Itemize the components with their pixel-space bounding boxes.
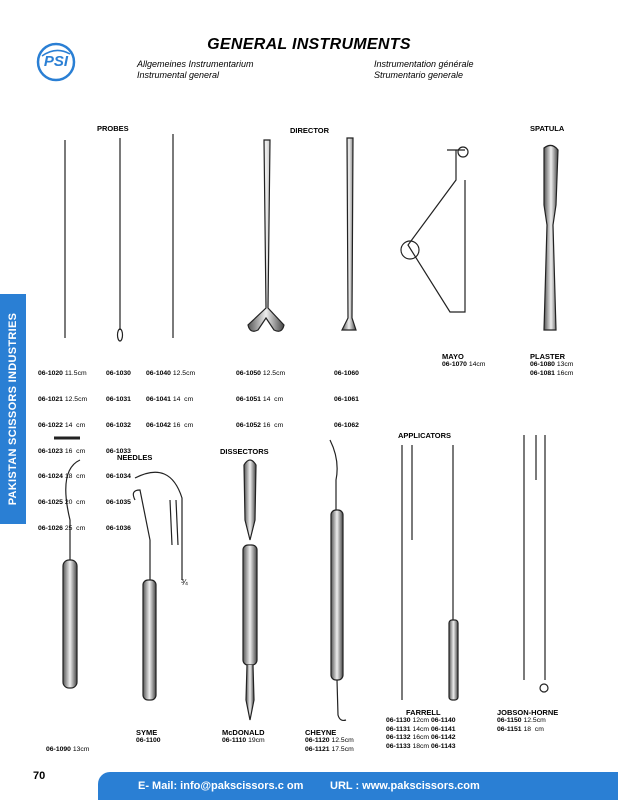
page-title: GENERAL INSTRUMENTS <box>207 36 411 53</box>
catalog-line: 06-1081 16cm <box>530 369 574 377</box>
catalog-line: 06-1023 16 cm <box>38 447 86 455</box>
catalog-line: 06-1151 18 cm <box>497 725 544 733</box>
needle-fraction: ¾ <box>181 578 188 587</box>
catalog-hook <box>46 729 89 763</box>
catalog-line: 06-1070 14cm <box>442 361 486 368</box>
heading-director: DIRECTOR <box>290 126 330 135</box>
catalog-line: 06-1020 11.5cm <box>38 370 87 378</box>
catalog-code: 06-1030 <box>106 370 131 378</box>
catalog-line: 06-1131 14cm 06-1141 <box>386 725 456 733</box>
catalog-director-b <box>334 353 359 439</box>
catalog-line: 06-1110 19cm <box>222 737 265 744</box>
catalog-code: 06-1033 <box>106 447 131 455</box>
catalog-code: 06-1031 <box>106 395 131 403</box>
catalog-line: 06-1022 14 cm <box>38 421 86 429</box>
instrument-name: MAYO <box>442 352 464 361</box>
catalog-probes-a <box>38 353 87 542</box>
catalog-line: 06-1021 12.5cm <box>38 395 88 403</box>
catalog-line: 06-1025 20 cm <box>38 499 86 507</box>
subtitle-es: Instrumental general <box>137 70 220 80</box>
heading-applicators: APPLICATORS <box>398 431 452 440</box>
catalog-jobson-horne <box>497 708 558 734</box>
heading-dissectors: DISSECTORS <box>220 447 269 456</box>
catalog-line: 06-1042 16 cm <box>146 421 194 429</box>
catalog-probes-c <box>146 353 195 439</box>
instrument-name: PLASTER <box>530 352 566 361</box>
catalog-code: 06-1032 <box>106 421 131 429</box>
subtitle-de: Allgemeines Instrumentarium <box>137 59 254 69</box>
catalog-line: 06-1050 12.5cm <box>236 370 286 378</box>
instrument-name: CHEYNE <box>305 728 337 737</box>
heading-needles: NEEDLES <box>117 453 153 462</box>
catalog-line: 06-1040 12.5cm <box>146 370 196 378</box>
catalog-code: 06-1062 <box>334 421 359 429</box>
page-number: 70 <box>33 770 46 782</box>
footer-url[interactable]: URL : www.pakscissors.com <box>330 780 480 792</box>
catalog-mayo <box>442 352 485 370</box>
instrument-name: FARRELL <box>406 708 441 717</box>
catalog-mcdonald <box>222 728 265 746</box>
catalog-line: 06-1080 13cm <box>530 361 574 368</box>
footer-email[interactable]: E- Mail: info@pakscissors.c om <box>138 780 304 792</box>
catalog-director-a <box>236 353 285 439</box>
instrument-name: JOBSON-HORNE <box>497 708 559 717</box>
catalog-code: 06-1060 <box>334 370 359 378</box>
catalog-line: 06-1120 12.5cm <box>305 737 354 744</box>
catalog-code: 06-1100 <box>136 737 161 744</box>
catalog-line: 06-1026 25 cm <box>38 524 86 532</box>
catalog-code: 06-1035 <box>106 499 131 507</box>
heading-spatula: SPATULA <box>530 124 565 133</box>
logo-text: PSI <box>43 53 69 70</box>
sidebar-brand: PAKISTAN SCISSORS INDUSTRIES <box>0 294 26 524</box>
catalog-code: 06-1034 <box>106 473 131 481</box>
subtitle-fr: Instrumentation générale <box>374 59 474 69</box>
catalog-line: 06-1133 18cm 06-1143 <box>386 742 456 750</box>
catalog-line: 06-1150 12.5cm <box>497 717 546 724</box>
catalog-probes-b <box>106 353 131 542</box>
catalog-line: 06-1024 18 cm <box>38 473 86 481</box>
catalog-cheyne <box>305 728 354 754</box>
footer-bar <box>98 772 618 800</box>
catalog-line: 06-1121 17.5cm <box>305 745 354 753</box>
instrument-name: McDONALD <box>222 728 265 737</box>
catalog-line: 06-1132 16cm 06-1142 <box>386 734 456 742</box>
catalog-plaster <box>530 352 573 378</box>
catalog-line: 06-1090 13cm <box>46 746 90 754</box>
catalog-line: 06-1052 16 cm <box>236 421 284 429</box>
subtitle-it: Strumentario generale <box>374 70 464 80</box>
heading-probes: PROBES <box>97 124 129 133</box>
catalog-line: 06-1041 14 cm <box>146 395 194 403</box>
catalog-line: 06-1130 12cm 06-1140 <box>386 717 456 724</box>
catalog-syme <box>136 728 161 746</box>
catalog-farrell <box>386 708 456 751</box>
instrument-name: SYME <box>136 728 158 737</box>
catalog-line: 06-1051 14 cm <box>236 395 284 403</box>
catalog-code: 06-1036 <box>106 524 131 532</box>
catalog-code: 06-1061 <box>334 395 359 403</box>
